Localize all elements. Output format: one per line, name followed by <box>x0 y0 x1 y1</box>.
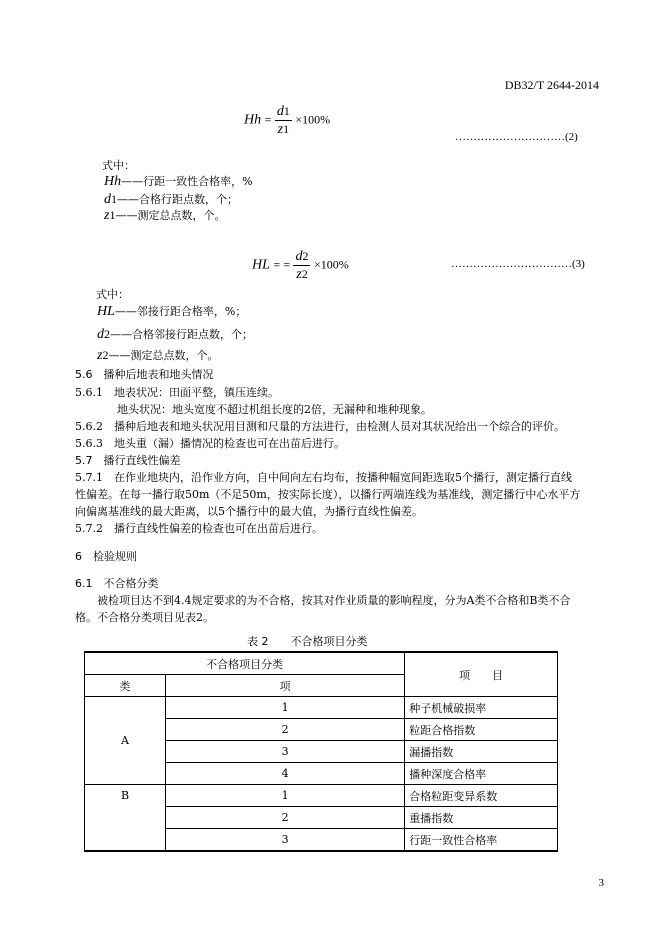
table-row <box>85 785 558 807</box>
where-item <box>104 207 225 224</box>
formula-numerator: d <box>276 104 284 119</box>
where-symbol: z <box>104 208 110 223</box>
where-desc: ——邻接行距合格率，%； <box>114 305 247 318</box>
formula-2-number: …………………………(2) <box>455 131 578 143</box>
formula-denominator-subscript: 2 <box>301 267 308 281</box>
item-no-cell: 3 <box>166 741 405 763</box>
section-heading-5-7: 5.7 播行直线性偏差 <box>75 454 181 467</box>
where-item <box>104 173 253 190</box>
where-symbol: d <box>97 327 104 342</box>
formula-numerator-subscript: 2 <box>302 249 309 263</box>
item-no-cell: 3 <box>166 829 405 852</box>
item-name-cell: 播种深度合格率 <box>405 763 558 785</box>
formula-multiplier: ×100% <box>313 257 349 272</box>
table-caption: 表 2 不合格项目分类 <box>247 635 368 648</box>
where-subscript: 2 <box>102 348 109 362</box>
where-subscript: 1 <box>109 208 116 222</box>
formula-3 <box>252 248 349 283</box>
class-cell: A <box>85 697 166 785</box>
item-name-cell: 粒距合格指数 <box>405 719 558 741</box>
formula-2 <box>244 103 330 138</box>
header-class-cell: 类 <box>85 675 166 697</box>
where-label: 式中： <box>96 288 129 301</box>
formula-denominator-subscript: 1 <box>283 122 290 136</box>
clause-5-7-1-line2: 性偏差。在每一播行取50m（不足50m，按实际长度），以播行两端连线为基准线，测定播行中心水平方 <box>75 488 581 501</box>
formula-multiplier: ×100% <box>295 112 331 127</box>
nonconformity-table <box>84 651 558 852</box>
where-desc: ——合格邻接行距点数，个； <box>110 328 253 341</box>
table-header-row <box>85 652 558 675</box>
item-name-cell: 重播指数 <box>405 807 558 829</box>
where-symbol: d <box>104 192 111 207</box>
where-symbol: H <box>104 174 115 189</box>
where-symbol: H <box>97 304 108 319</box>
formula-equals: = = <box>273 257 290 272</box>
clause-5-6-3: 5.6.3 地头重（漏）播情况的检查也可在出苗后进行。 <box>75 437 345 450</box>
formula-subscript: L <box>262 257 270 273</box>
header-name-cell: 项 目 <box>405 652 558 697</box>
clause-5-7-2: 5.7.2 播行直线性偏差的检查也可在出苗后进行。 <box>75 522 323 535</box>
formula-fraction <box>293 248 310 283</box>
formula-denominator: z <box>296 267 302 282</box>
clause-5-6-1-cont: 地头状况：地头宽度不超过机组长度的2倍，无漏种和堆种现象。 <box>117 403 432 416</box>
clause-5-6-2: 5.6.2 播种后地表和地头状况用目测和尺量的方法进行，由检测人员对其状况给出一个综合的评价。 <box>75 420 565 433</box>
standard-code: DB32/T 2644-2014 <box>504 78 599 92</box>
formula-denominator: z <box>277 122 284 137</box>
section-heading-6: 6 检验规则 <box>75 550 137 563</box>
clause-6-1-line2: 格。不合格分类项目见表2。 <box>75 611 214 624</box>
formula-symbol: H <box>244 112 255 128</box>
item-no-cell: 1 <box>166 785 405 807</box>
item-no-cell: 2 <box>166 719 405 741</box>
where-subscript: 2 <box>104 327 110 341</box>
item-no-cell: 2 <box>166 807 405 829</box>
section-heading-5-6: 5.6 播种后地表和地头情况 <box>75 368 214 381</box>
where-subscript: 1 <box>111 192 117 206</box>
formula-numerator-subscript: 1 <box>283 104 290 118</box>
header-group-cell: 不合格项目分类 <box>85 652 405 675</box>
where-desc: ——行距一致性合格率，% <box>121 175 253 188</box>
class-cell: B <box>85 785 166 852</box>
where-desc: ——合格行距点数，个； <box>117 193 238 206</box>
formula-subscript: h <box>254 112 262 128</box>
where-desc: ——测定总点数，个。 <box>115 209 226 222</box>
where-desc: ——测定总点数，个。 <box>108 349 219 362</box>
where-item <box>104 191 238 208</box>
clause-6-1-line1: 被检项目达不到4.4规定要求的为不合格，按其对作业质量的影响程度，分为A类不合格和B类不合 <box>97 594 571 607</box>
formula-3-number: ……………………………(3) <box>451 258 585 270</box>
where-item <box>97 326 253 343</box>
where-item <box>97 303 246 320</box>
item-name-cell: 种子机械破损率 <box>405 697 558 719</box>
formula-fraction <box>275 103 292 138</box>
where-subscript: h <box>114 174 122 189</box>
page-number: 3 <box>598 877 604 889</box>
section-heading-6-1: 6.1 不合格分类 <box>75 577 159 590</box>
clause-5-7-1-line3: 向偏离基准线的最大距离，以5个播行中的最大值，为播行直线性偏差。 <box>75 505 423 518</box>
formula-equals: = <box>264 112 272 127</box>
header-item-cell: 项 <box>166 675 405 697</box>
clause-5-6-1: 5.6.1 地表状况：田面平整，镇压连续。 <box>75 386 279 399</box>
item-name-cell: 合格粒距变异系数 <box>405 785 558 807</box>
where-label: 式中： <box>102 159 135 172</box>
where-subscript: L <box>107 304 115 319</box>
table-row <box>85 697 558 719</box>
item-name-cell: 行距一致性合格率 <box>405 829 558 852</box>
clause-5-7-1: 5.7.1 在作业地块内，沿作业方向，自中间向左右均布，按播种幅宽间距选取5个播行，测定播行直线 <box>75 471 572 484</box>
item-name-cell: 漏播指数 <box>405 741 558 763</box>
where-item <box>97 347 218 364</box>
item-no-cell: 4 <box>166 763 405 785</box>
where-symbol: z <box>97 348 103 363</box>
formula-symbol: H <box>252 257 263 273</box>
formula-numerator: d <box>295 249 303 264</box>
item-no-cell: 1 <box>166 697 405 719</box>
